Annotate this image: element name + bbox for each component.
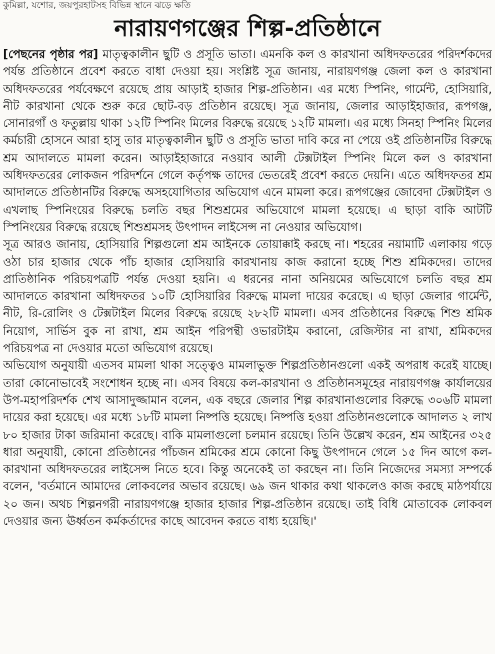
continuation-label: [পেছনের পৃষ্ঠার পর] [3, 47, 99, 61]
paragraph-1 [3, 46, 492, 236]
article-headline: নারায়ণগঞ্জের শিল্প-প্রতিষ্ঠানে [114, 16, 381, 42]
paragraph-3: অভিযোগ অনুযায়ী এতসব মামলা থাকা সত্ত্বেও মামলাভুক্ত শিল্পপ্রতিষ্ঠানগুলো একই অপরাধ করেই যাচ্ছে। তারা কোনোভাবেই সংশোধন হচ্ছে না। এসব বিষয়ে কল-কারখানা ও প্রতিষ্ঠানসমূহের নারায়ণগঞ্জ কার্যালয়ের উপ-মহাপরিদর্শক শেখ আসাদুজ্জামান বলেন, এক বছরে জেলার শিল্প কারখানাগুলোর বিরুদ্ধে ৩০৬টি মামলা দায়ের করা হয়েছে। এর মধ্যে ১৮টি মামলা নিষ্পত্তি হয়েছে। নিষ্পত্তি হওয়া প্রতিষ্ঠানগুলোকে আদালত ২ লাখ ৮০ হাজার টাকা জরিমানা করেছে। বাকি মামলাগুলো চলমান রয়েছে। তিনি উল্লেখ করেন, শ্রম আইনের ৩২৫ ধারা অনুযায়ী, কোনো প্রতিষ্ঠানের পাঁচজন শ্রমিকের শ্রমে কোনো কিছু উৎপাদনে গেলে ১৫ দিন আগে কল-কারখানা অধিদফতরের লাইসেন্স নিতে হবে। কিন্তু অনেকেই তা করছেন না। তিনি নিজেদের সমস্যা সম্পর্কে বলেন, 'বর্তমানে আমাদের লোকবলের অভাব রয়েছে। ৬৯ জন থাকার কথা থাকলেও কাজ করছে মাঠপর্যায়ে ২০ জন। অথচ শিল্পনগরী নারায়ণগঞ্জে হাজার হাজার শিল্প-প্রতিষ্ঠান রয়েছে। তাই বিধি মোতাবেক লোকবল দেওয়ার জন্য ঊর্ধ্বতন কর্মকর্তাদের কাছে আবেদন করতে বাধ্য হয়েছি।' [3, 358, 492, 529]
paragraph-2: সূত্র আরও জানায়, হোসিয়ারি শিল্পগুলো শ্রম আইনকে তোয়াক্কাই করছে না। শহরের নয়ামাটি এলাকায় গড়ে ওঠা চার হাজার থেকে পাঁচ হাজার হোসিয়ারি কারখানায় কাজ করানো হচ্ছে শিশু শ্রমিকদের। তাদের প্রাতিষ্ঠানিক পরিচয়পত্রটি পর্যন্ত দেওয়া হয়নি। এ ধরনের নানা অনিয়মের অভিযোগে চলতি বছর শ্রম আদালতে কারখানা অধিদফতর ১০টি হোসিয়ারির বিরুদ্ধে মামলা দায়ের করেছে। এ ছাড়া জেলার গার্মেন্ট, নীট, রি-রোলিং ও টেক্সটাইল মিলের বিরুদ্ধে রয়েছে ২৮২টি মামলা। এসব প্রতিষ্ঠানের বিরুদ্ধে শিশু শ্রমিক নিয়োগ, সার্ভিস বুক না রাখা, শ্রম আইন পরিপন্থী ওভারটাইম করানো, রেজিস্টার না রাখা, শ্রমিকদের পরিচয়পত্র না দেওয়ার মতো অভিযোগ রয়েছে। [3, 237, 492, 356]
top-strip-text: কুমিল্লা, যশোর, জয়পুরহাটসহ বিভিন্ন স্থানে ঝড়ে ক্ষতি [3, 1, 191, 11]
paragraph-1-text: মাতৃত্বকালীন ছুটি ও প্রসূতি ভাতা। এমনকি কল ও কারখানা অধিদফতরের পরিদর্শকদের পর্যন্ত প্রতিষ্ঠানে প্রবেশ করতে বাধা দেওয়া হয়। সংশ্লিষ্ট সূত্র জানায়, নারায়ণগঞ্জ জেলা কল ও কারখানা অধিদফতরের পর্যবেক্ষণে রয়েছে প্রায় আড়াই হাজার শিল্প-প্রতিষ্ঠান। এর মধ্যে স্পিনিং, গার্মেন্ট, হোসিয়ারি, নীট কারখানা থেকে শুরু করে ছোট-বড় প্রতিষ্ঠান রয়েছে। সূত্র জানায়, জেলার আড়াইহাজার, রূপগঞ্জ, সোনারগাঁ ও ফতুল্লায় থাকা ১২টি স্পিনিং মিলের বিরুদ্ধে রয়েছে ১২টি মামলা। এর মধ্যে সিনহা স্পিনিং মিলের কর্মচারী হোসনে আরা হাসু তার মাতৃত্বকালীন ছুটি ও প্রসূতি ভাতা দাবি করে না পেয়ে ওই প্রতিষ্ঠানটির বিরুদ্ধে শ্রম আদালতে মামলা করেন। আড়াইহাজারে নওয়াব আলী টেক্সটাইল স্পিনিং মিলে কল ও কারখানা অধিদফতরের লোকজন পরিদর্শনে গেলে কর্তৃপক্ষ তাদের ভেতরেই প্রবেশ করতে দেয়নি। এতে অধিদফতর শ্রম আদালতে প্রতিষ্ঠানটির বিরুদ্ধে অসহযোগিতার অভিযোগ এনে মামলা করে। রূপগঞ্জের জোবেদা টেক্সটাইল ও এখলাছ স্পিনিংয়ের বিরুদ্ধে চলতি বছর শিশুশ্রমের অভিযোগে মামলা হয়েছে। এ ছাড়া বাকি আটটি স্পিনিংয়ের বিরুদ্ধে রয়েছে শিশুশ্রমসহ উৎপাদন লাইসেন্স না নেওয়ার অভিযোগ। [3, 47, 492, 234]
article-body [3, 46, 492, 652]
